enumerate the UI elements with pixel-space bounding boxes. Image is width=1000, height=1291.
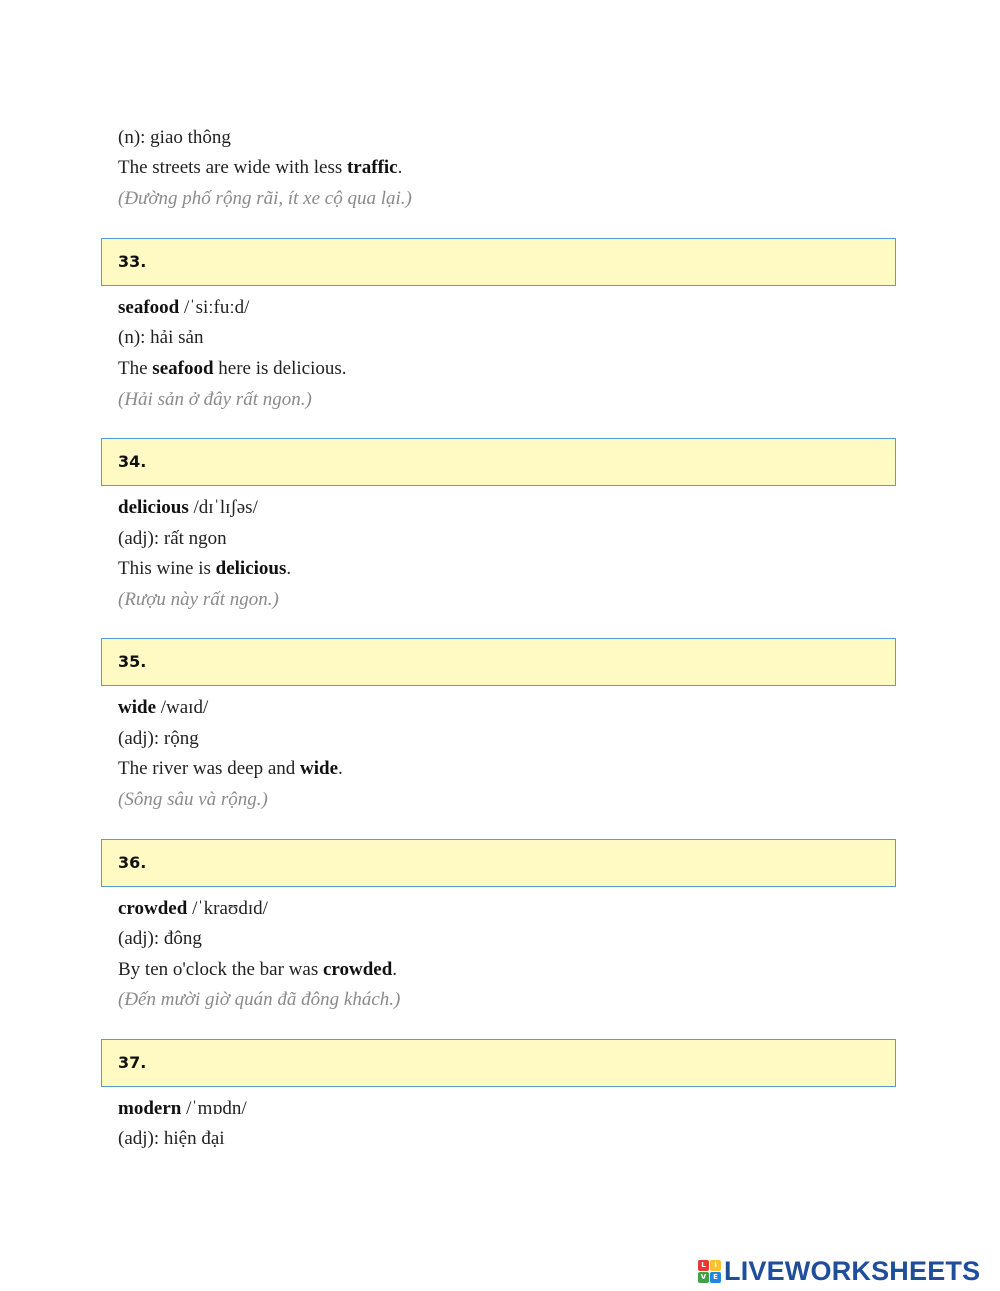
example-text: The — [118, 358, 153, 379]
headword: crowded — [118, 898, 188, 919]
entry-number: 34. — [118, 452, 147, 471]
example-keyword: wide — [300, 758, 339, 779]
example-text: . — [286, 558, 292, 579]
example-sentence — [118, 557, 291, 581]
pos-line: (adj): hiện đại — [118, 1128, 225, 1149]
entry-number: 36. — [118, 853, 147, 872]
pos-line: (n): giao thông — [118, 127, 231, 148]
logo-mark-tile: L — [698, 1260, 709, 1271]
headword-line — [118, 696, 208, 720]
example-sentence — [118, 156, 402, 180]
ipa: /dɪˈlɪʃəs/ — [188, 497, 258, 518]
example-text: This wine is — [118, 558, 216, 579]
headword: seafood — [118, 297, 180, 318]
example-text: . — [338, 758, 343, 779]
example-text: . — [392, 959, 398, 980]
translation: (Hải sản ở đây rất ngon.) — [118, 389, 312, 410]
ipa: /ˈkraʊdɪd/ — [187, 898, 268, 919]
entry-number: 35. — [118, 652, 147, 671]
liveworksheets-logo — [698, 1256, 980, 1286]
example-keyword: seafood — [152, 358, 214, 379]
entry-number-box — [101, 438, 896, 486]
entry-number-box — [101, 638, 896, 686]
pos-line: (n): hải sản — [118, 327, 204, 348]
example-keyword: traffic — [346, 157, 398, 178]
headword: modern — [118, 1098, 182, 1119]
entry-number-box — [101, 238, 896, 286]
logo-mark-tile: E — [710, 1272, 721, 1283]
headword-line — [118, 296, 249, 320]
translation: (Sông sâu và rộng.) — [118, 789, 268, 810]
example-text: here is delicious. — [213, 358, 347, 379]
headword-line — [118, 897, 268, 921]
translation: (Rượu này rất ngon.) — [118, 589, 279, 610]
example-text: By ten o'clock the bar was — [118, 959, 323, 980]
example-text: The streets are wide with less — [118, 157, 347, 178]
entry-number: 33. — [118, 252, 147, 271]
headword: wide — [118, 697, 156, 718]
example-sentence — [118, 958, 397, 982]
example-keyword: delicious — [215, 558, 287, 579]
entry-number-box — [101, 1039, 896, 1087]
ipa: /ˈmɒdn/ — [181, 1098, 247, 1119]
headword-line — [118, 1097, 247, 1121]
headword: delicious — [118, 497, 189, 518]
example-text: The river was deep and — [118, 758, 301, 779]
example-sentence — [118, 357, 347, 381]
pos-line: (adj): rất ngon — [118, 528, 227, 549]
translation: (Đường phố rộng rãi, ít xe cộ qua lại.) — [118, 188, 412, 209]
example-text: . — [397, 157, 403, 178]
ipa: /ˈsiːfuːd/ — [179, 297, 250, 318]
translation: (Đến mười giờ quán đã đông khách.) — [118, 989, 401, 1010]
logo-mark-tile: I — [710, 1260, 721, 1271]
example-sentence — [118, 757, 343, 781]
logo-mark-icon — [698, 1260, 721, 1283]
logo-text: LIVEWORKSHEETS — [724, 1255, 981, 1286]
pos-line: (adj): đông — [118, 928, 202, 949]
example-keyword: crowded — [322, 959, 393, 980]
entry-number-box — [101, 839, 896, 887]
headword-line — [118, 496, 258, 520]
logo-mark-tile: V — [698, 1272, 709, 1283]
pos-line: (adj): rộng — [118, 728, 199, 749]
entry-number: 37. — [118, 1053, 147, 1072]
ipa: /waɪd/ — [156, 697, 209, 718]
